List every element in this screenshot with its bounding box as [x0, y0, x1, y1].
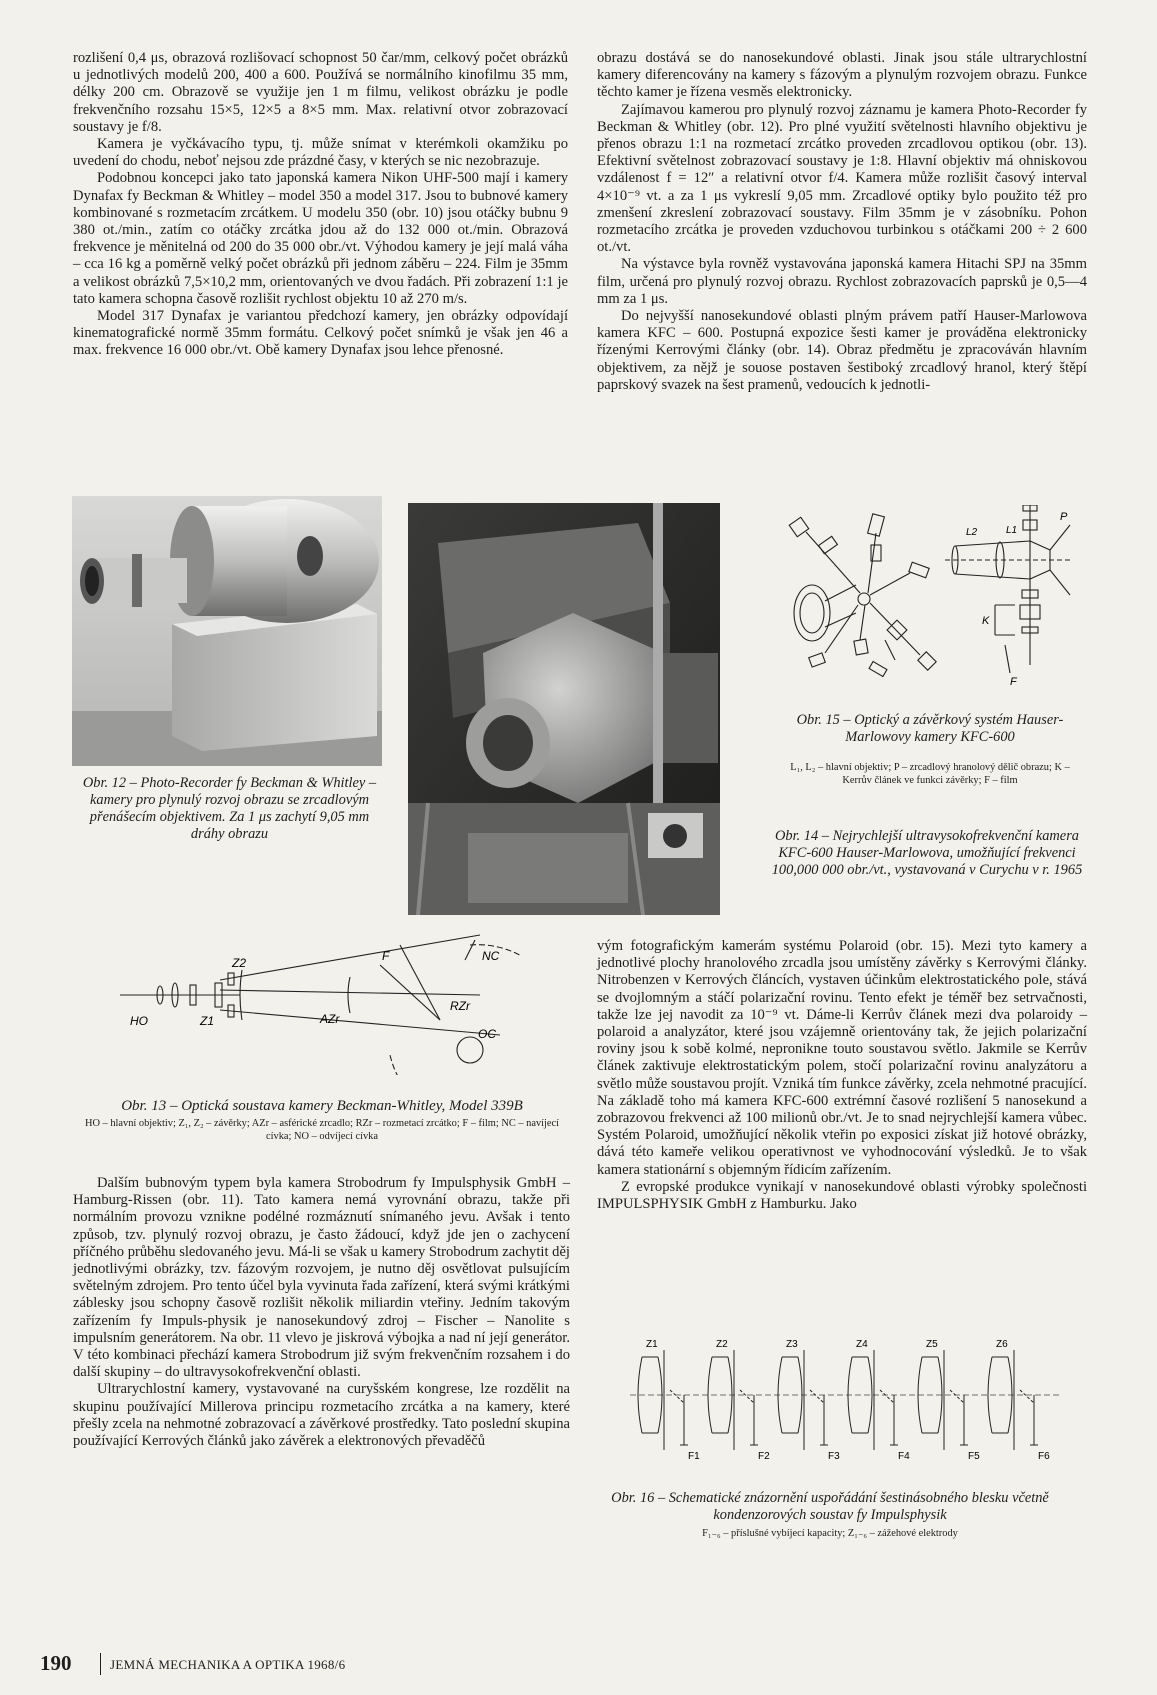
- beckman-whitley-optical-schematic: [120, 925, 520, 1075]
- capacitor-label: F3: [828, 1451, 840, 1462]
- label-z2: Z2: [232, 956, 247, 970]
- text-column-bottom-left: [73, 1175, 570, 1450]
- label-oc: OC: [478, 1027, 496, 1041]
- kfc-600-camera-image: [408, 503, 720, 915]
- flash-unit: [638, 1350, 688, 1450]
- fig16-legend: F₁₋₆ – příslušné vybíjecí kapacity; Z₁₋₆ – zážehové elektrody: [702, 1528, 958, 1539]
- paragraph: rozlišení 0,4 μs, obrazová rozlišovací schopnost 50 čar/mm, celkový počet obrázků u jednotlivých modelů 200, 400 a 600. Používá se normálního kinofilmu 35 mm, délky 200 cm. Obrazově se využije jen 1 m filmu, velikost obrázku je podle frekvenčního rozsahu 15×5, 12×5 a 8×5 mm. Max. relativní otvor zobrazovací soustavy je f/8.: [73, 50, 568, 135]
- fig13-legend: HO – hlavní objektiv; Z₁, Z₂ – závěrky; AZr – asférické zrcadlo; RZr – rozmetací zrcátko; F – film; NC – navíjecí cívka; NO – odvíjecí cívka: [84, 1118, 560, 1142]
- paragraph: Podobnou koncepci jako tato japonská kamera Nikon UHF-500 mají i kamery Dynafax fy Beckman & Whitley – model 350 a model 317. Jsou to bubnové kamery kombinované s rozmetacím zrcátkem. U modelu 350 (obr. 10) jsou otáčky bubnu 9 380 ot./min., zatím co otáčky zrcátka jdou až do 132 000 ot./min. Obrazová frekvence je měnitelná od 200 do 35 000 obr./vt. Výhodou kamery je její malá váha – cca 16 kg a poměrně velký počet obrázků při jednom záběru – 224. Film je 35mm a velikost obrázků 7,5×10,2 mm, orientovaných ve dvou řadách. Při zobrazení 1:1 je tato kamera schopna časově rozlišit rychlost objektu 10 až 270 m/s.: [73, 170, 568, 307]
- flash-unit: [988, 1350, 1038, 1450]
- kfc-600-optical-shutter-schematic: [770, 505, 1090, 705]
- fig14-caption: Obr. 14 – Nejrychlejší ultravysokofrekvenční kamera KFC-600 Hauser-Marlowova, umožňující frekvenci 100,000 000 obr./vt., vystavovaná v Curychu v r. 1965: [771, 828, 1083, 878]
- fig12-photo: [72, 496, 382, 766]
- fig12-caption: Obr. 12 – Photo-Recorder fy Beckman & Whitley – kamery pro plynulý rozvoj obrazu se zrcadlovým přenášecím objektivem. Za 1 μs zachytí 9,05 mm dráhy obrazu: [82, 775, 377, 842]
- paragraph: Na výstavce byla rovněž vystavována japonská kamera Hitachi SPJ na 35mm film, určená pro plynulý rozvoj obrazu. Rychlost zobrazovacích paprsků je 0,5—4 mm za 1 μs.: [597, 256, 1087, 307]
- page-footer: [40, 1650, 640, 1680]
- page-number: 190: [40, 1651, 72, 1675]
- electrode-label: Z1: [646, 1339, 658, 1350]
- capacitor-label: F6: [1038, 1451, 1050, 1462]
- label-f: F: [1010, 676, 1017, 688]
- capacitor-label: F4: [898, 1451, 910, 1462]
- footer-divider: [100, 1653, 101, 1675]
- journal-title: JEMNÁ MECHANIKA A OPTIKA 1968/6: [110, 1657, 346, 1672]
- electrode-label: Z3: [786, 1339, 798, 1350]
- paragraph: Model 317 Dynafax je variantou předchozí kamery, jen obrázky odpovídají kinematografické normě 35mm formátu. Celkový počet snímků je však jen 46 a max. frekvence 16 000 obr./vt. Obě kamery Dynafax jsou lehce přenosné.: [73, 308, 568, 359]
- paragraph: obrazu dostává se do nanosekundové oblasti. Jinak jsou stále ultrarychlostní kamery diferencovány na kamery s fázovým a plynulým rozvojem obrazu. Funkce těchto kamer je řízena vesměs elektronicky.: [597, 50, 1087, 101]
- fig13-caption: Obr. 13 – Optická soustava kamery Beckman-Whitley, Model 339B: [121, 1098, 523, 1114]
- fig14-photo: [408, 503, 720, 915]
- paragraph: Z evropské produkce vynikají v nanosekundové oblasti výrobky společnosti IMPULSPHYSIK GmbH z Hamburku. Jako: [597, 1178, 1087, 1213]
- label-p: P: [1060, 511, 1068, 523]
- label-azr: AZr: [320, 1012, 340, 1026]
- electrode-label: Z2: [716, 1339, 728, 1350]
- text-column-top-right: [597, 50, 1087, 394]
- six-flash-condenser-schematic: [620, 1335, 1070, 1465]
- capacitor-label: F2: [758, 1451, 770, 1462]
- fig15-caption: Obr. 15 – Optický a závěrkový systém Hauser-Marlowovy kamery KFC-600: [796, 712, 1064, 745]
- capacitor-label: F5: [968, 1451, 980, 1462]
- flash-unit: [918, 1350, 968, 1450]
- flash-unit: [778, 1350, 828, 1450]
- paragraph: Ultrarychlostní kamery, vystavované na curyšském kongrese, lze rozdělit na skupinu používající Millerova principu rozmetacího zrcátka a na kamery, které přešly zcela na nehmotné zobrazovací a závěrkové prostředky. Tato poslední skupina používající Kerrových článků jako závěrek a elektronových převaděčů: [73, 1381, 570, 1450]
- flash-unit: [848, 1350, 898, 1450]
- paragraph: Do nejvyšší nanosekundové oblasti plným právem patří Hauser-Marlowova kamera KFC – 600. Postupná expozice šesti kamer je prováděna elektronicky řízenými Kerrovými články (obr. 14). Obraz předmětu je zpracováván hlavním objektivem, za nějž je souose postaven šestiboký zrcadlový hranol, který štěpí paprskový svazek na šest pramenů, vedoucích k jednotli-: [597, 308, 1087, 393]
- label-z1: Z1: [200, 1014, 215, 1028]
- label-ho: HO: [130, 1014, 148, 1028]
- fig15-legend: L₁, L₂ – hlavní objektiv; P – zrcadlový hranolový dělič obrazu; K – Kerrův článek ve funkci závěrky; F – film: [790, 762, 1070, 786]
- label-f: F: [382, 949, 390, 963]
- fig15-diagram: [770, 505, 1090, 705]
- label-l2: L2: [966, 527, 978, 538]
- paragraph: Zajímavou kamerou pro plynulý rozvoj záznamu je kamera Photo-Recorder fy Beckman & Whitley (obr. 12). Pro plné využití světelnosti hlavního objektivu je přenos obrazu 1:1 na rozmetací zrcátko proveden zrcadlovou optikou (obr. 13). Efektivní světelnost zobrazovací soustavy je 1:8. Hlavní objektiv má ohniskovou vzdálenost f = 12″ a relativní otvor f/4. Kamera může rozlišit časový interval 4×10⁻⁹ vt. a za 1 μs vykreslí 9,05 mm. Zrcadlové optiky bylo použito též pro zmenšení zkreslení zobrazovací soustavy. Film 35mm je v zásobníku. Pohon rozmetacího zrcátka je proveden vzduchovou turbinkou s otáčkami 200 ÷ 2 600 ot./vt.: [597, 101, 1087, 256]
- label-k: K: [982, 615, 990, 627]
- flash-unit: [708, 1350, 758, 1450]
- paragraph: Dalším bubnovým typem byla kamera Strobodrum fy Impulsphysik GmbH – Hamburg-Rissen (obr. 11). Tato kamera nemá vyrovnání obrazu, takže při normálním provozu vznikne podélné rozmáznutí snímaného jevu. Avšak i tento způsob, tzv. plynulý rozvoj obrazu, je často žádoucí, když jde jen o zachycení příčného průběhu sledovaného jevu. Má-li se však u kamery Strobodrum zachytit děj jednotlivými obrázky, tzv. fázovým rozvojem, je nutno děj osvětlovat pulsujícím světelným zdrojem. Pro tento účel byla vyvinuta řada zařízení, která svými krátkými záblesky jsou schopny časově rozlišit několik miliardin vteřiny. Jedním takovým zařízením fy Impuls-physik je nanosekundový zdroj – Fischer – Nanolite s impulsním generátorem. Na obr. 11 vlevo je jiskrová výbojka a nad ní její generátor. V této kombinaci přechází kamera Strobodrum již svým frekvenčním rozsahem i do další skupiny – do ultravysokofrekvenční oblasti.: [73, 1175, 570, 1381]
- fig16-caption: Obr. 16 – Schematické znázornění uspořádání šestinásobného blesku včetně kondenzorových soustav fy Impulsphysik: [611, 1490, 1049, 1523]
- paragraph: vým fotografickým kamerám systému Polaroid (obr. 15). Mezi tyto kamery a jednotlivé plochy hranolového zrcadla jsou umístěny závěrky s Kerrovými články. Nitrobenzen v Kerrových článcích, vystaven účinkům elektrostatického pole, stává se dvojlomným a stáčí polarizační rovinu. Tento efekt je téměř bez setrvačnosti, takže lze jej navodit za 10⁻⁹ vt. Dáme-li Kerrův článek mezi dva polaroidy – polaroid a analyzátor, které jsou vzájemně orientovány tak, že jejich polarizační roviny jsou k sobě kolmé, nepronikne touto soustavou světlo. Jakmile se Kerrův článek zaktivuje elektrostatickým polem, stočí polarizační rovinu analyzátoru a světlo může soustavou projít. Vzniká tím funkce závěrky, zcela nehmotné pracující. Na základě toho má kamera KFC-600 extrémní časové rozlišení 5 nanosekund a zobrazovou frekvenci až 100 milionů obr./vt. Je to snad nejrychlejší kamera vůbec. Systém Polaroid, umožňující několik vteřin po exposici získat již hotové obrázky, dává této kameře velikou operativnost ve vyhodnocování výsledků. Je to však kamera stationární s objemným řídicím zařízením.: [597, 938, 1087, 1178]
- fig13-diagram: [120, 925, 520, 1075]
- label-rzr: RZr: [450, 999, 470, 1013]
- text-column-top-left: [73, 50, 568, 360]
- paragraph: Kamera je vyčkávacího typu, tj. může snímat v kterémkoli okamžiku po uvedení do chodu, neboť nejsou zde prázdné časy, v kterých se nic nezobrazuje.: [73, 136, 568, 170]
- text-column-bottom-right: [597, 938, 1087, 1213]
- photo-recorder-camera-image: [72, 496, 382, 766]
- label-nc: NC: [482, 949, 500, 963]
- label-l1: L1: [1006, 525, 1018, 536]
- fig16-diagram: [620, 1335, 1070, 1465]
- capacitor-label: F1: [688, 1451, 700, 1462]
- electrode-label: Z5: [926, 1339, 938, 1350]
- electrode-label: Z4: [856, 1339, 868, 1350]
- electrode-label: Z6: [996, 1339, 1008, 1350]
